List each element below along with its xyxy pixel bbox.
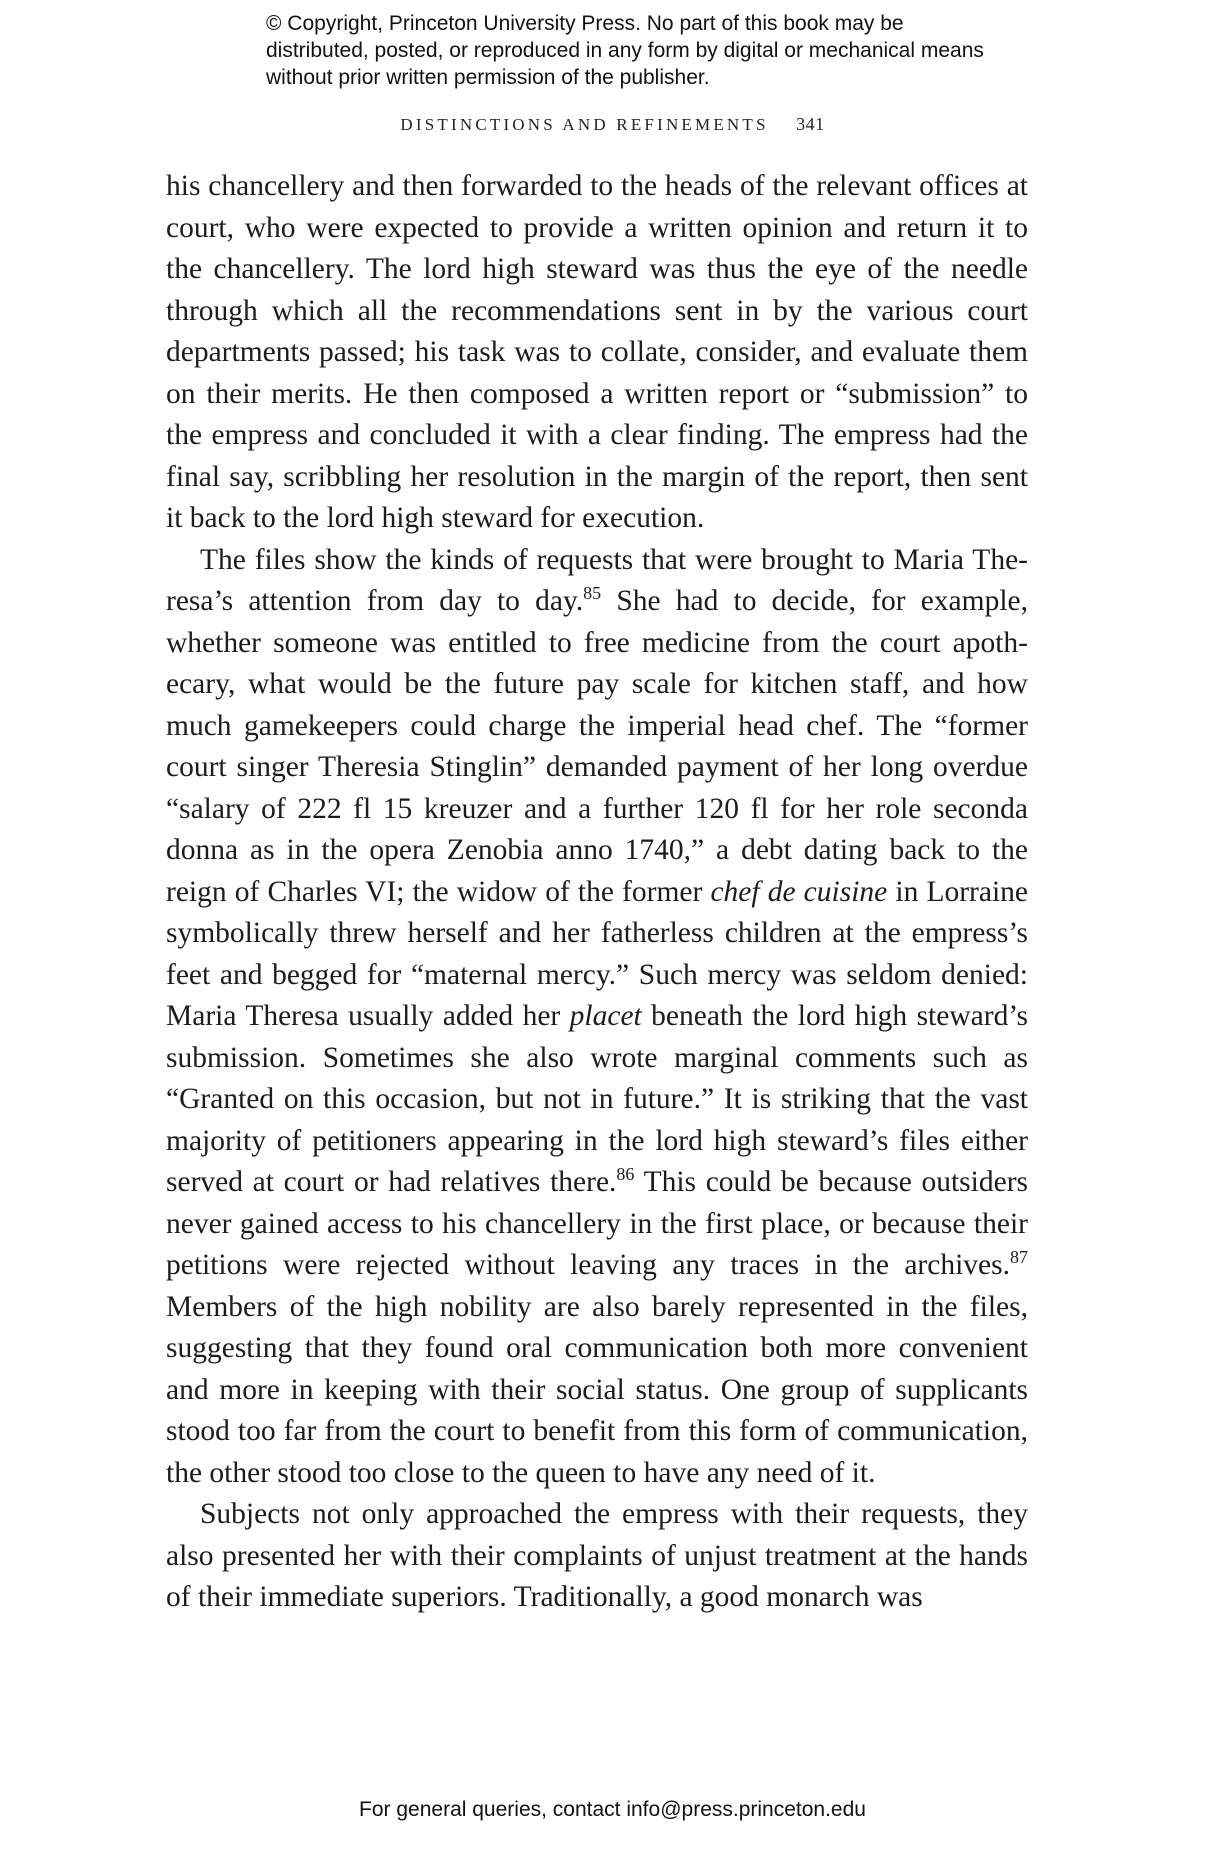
footnote-ref: 85 [583,583,602,603]
body-text [166,166,1028,1619]
page-number: 341 [796,114,825,134]
text-run: Subjects not only approached the empress with their requests, they also presented her with their complaints of unjust treatment at the hands of their immediate superiors. Traditionally, a good monarch was [166,1498,1028,1613]
italic-text: chef de cuisine [710,875,888,908]
text-run: She had to decide, for example, whether someone was entitled to free medicine from the court apothecary, what would be the future pay scale for kitchen staff, and how much gamekeepers could charge the imperial head chef. The “former court singer Theresia Stinglin” demanded payment of her long overdue “salary of 222 fl 15 kreuzer and a further 120 fl for her role seconda donna as in the opera Zenobia anno 1740,” a debt dating back to the reign of Charles VI; the widow of the former [166,585,1028,908]
copyright-notice: © Copyright, Princeton University Press. No part of this book may be distributed, posted, or reproduced in any form by digital or mechanical means without prior written permission of the publisher. [266,12,984,89]
italic-text: placet [569,1000,642,1032]
running-head-title: DISTINCTIONS AND REFINEMENTS [400,115,769,134]
text-run: The files show the kinds of requests that were brought to Maria Theresa’s attention from day to day. [166,543,1028,617]
text-run: beneath the lord high steward’s submission. Sometimes she also wrote marginal comments such as “Granted on this occasion, but not in future.” It is striking that the vast majority of petitioners appearing in the lord high steward’s files either served at court or had relatives there. [166,1000,1028,1198]
paragraph-1 [166,166,1028,540]
paragraph-2 [166,540,1028,1495]
footnote-ref: 86 [616,1164,635,1184]
text-run: in Lorraine symbolically threw herself and her fatherless children at the empress’s feet and begged for “maternal mercy.” Such mercy was seldom denied: Maria Theresa usually added her [166,875,1028,1032]
footnote-ref: 87 [1010,1247,1028,1267]
text-run: his chancellery and then forwarded to the heads of the relevant offices at court, who were expected to provide a written opinion and return it to the chancellery. The lord high steward was thus the eye of the needle through which all the recommendations sent in by the various court departments passed; his task was to collate, consider, and evaluate them on their merits. He then composed a written report or “submission” to the empress and concluded it with a clear finding. The empress had the final say, scribbling her resolution in the margin of the report, then sent it back to the lord high steward for execution. [166,170,1028,534]
text-run: This could be because outsiders never gained access to his chancellery in the first place, or because their petitions were rejected without leaving any traces in the archives. [166,1166,1029,1281]
paragraph-3 [166,1494,1028,1619]
text-run: Members of the high nobility are also barely represented in the files, suggesting that they found oral communication both more convenient and more in keeping with their social status. One group of supplicants stood too far from the court to benefit from this form of communication, the other stood too close to the queen to have any need of it. [166,1290,1028,1489]
footer-contact: For general queries, contact info@press.princeton.edu [359,1798,866,1821]
running-head [0,114,1225,135]
